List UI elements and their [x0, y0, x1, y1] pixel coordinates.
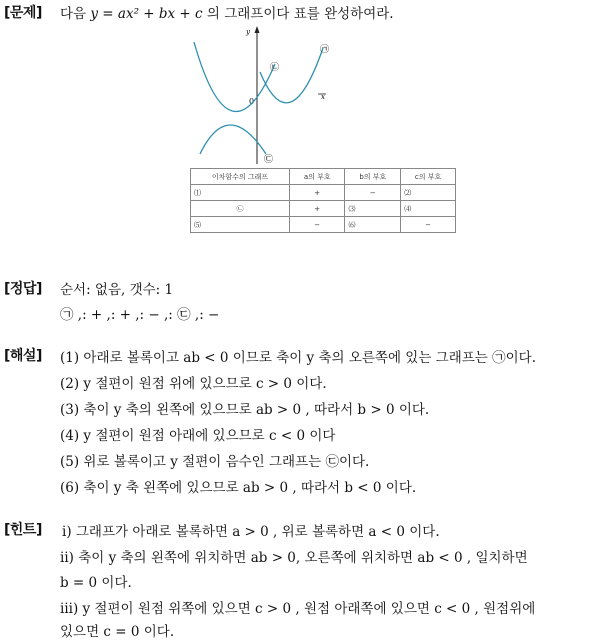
hint-tag: [힌트] — [4, 522, 42, 538]
table-row — [191, 201, 456, 217]
table-cell: ⑵ — [401, 185, 456, 201]
problem-equation: y = ax² + bx + c — [90, 6, 203, 22]
table-row — [191, 217, 456, 233]
explanation-line: (6) 축이 y 축 왼쪽에 있으므로 ab > 0 , 따라서 b < 0 이다. — [60, 480, 417, 496]
parabola-curve-2 — [194, 42, 275, 112]
table-cell: ⑷ — [401, 201, 456, 217]
y-axis-arrow — [255, 26, 260, 33]
explanation-line: (4) y 절편이 원점 아래에 있으므로 c < 0 이다 — [60, 428, 336, 444]
problem-tag: [문제] — [4, 5, 42, 21]
table-header: c의 부호 — [401, 169, 456, 185]
curve-label-third: ㉢ — [264, 155, 274, 165]
table-cell: − — [345, 185, 401, 201]
curve-label-first: ㉠ — [320, 45, 330, 55]
problem-text-before: 다음 — [60, 6, 87, 22]
hint-line: b = 0 이다. — [60, 575, 132, 591]
table-cell: + — [290, 201, 345, 217]
explanation-line: (3) 축이 y 축의 왼쪽에 있으므로 ab > 0 , 따라서 b > 0 이다. — [60, 402, 430, 418]
table-cell: ⑹ — [345, 217, 401, 233]
explanation-line: (5) 위로 볼록이고 y 절편이 음수인 그래프는 ㉢이다. — [60, 454, 370, 470]
explanation-line: (1) 아래로 볼록이고 ab < 0 이므로 축이 y 축의 오른쪽에 있는 그래프는 ㉠이다. — [60, 350, 536, 366]
problem-statement — [60, 2, 394, 22]
curve-label-second: ㉡ — [270, 63, 280, 73]
sign-table — [190, 168, 456, 233]
y-axis-label: y — [246, 28, 250, 36]
answer-tag: [정답] — [4, 281, 42, 297]
table-header: 이차함수의 그래프 — [191, 169, 290, 185]
hint-line: ⅲ) y 절편이 원점 위쪽에 있으면 c > 0 , 원점 아래쪽에 있으면 c < 0 , 원점위에 — [60, 601, 536, 617]
answer-line-1: 순서: 없음, 갯수: 1 — [60, 282, 174, 298]
parabola-graph — [180, 24, 350, 166]
table-header: b의 부호 — [345, 169, 401, 185]
table-header-row — [191, 169, 456, 185]
explanation-line: (2) y 절편이 원점 위에 있으므로 c > 0 이다. — [60, 376, 327, 392]
answer-line-2: ㉠ ,: + ,: + ,: − ,: ㉢ ,: − — [60, 307, 220, 323]
hint-line: ⅰ) 그래프가 아래로 볼록하면 a > 0 , 위로 볼록하면 a < 0 이다. — [62, 524, 440, 540]
table-cell: − — [290, 217, 345, 233]
problem-text-after: 의 그래프이다 표를 완성하여라. — [206, 6, 394, 22]
table-cell: ⑸ — [191, 217, 290, 233]
parabola-curve-3 — [200, 125, 266, 154]
table-cell: ㉡ — [191, 201, 290, 217]
table-cell: + — [290, 185, 345, 201]
explanation-tag: [해설] — [4, 348, 42, 364]
table-row — [191, 185, 456, 201]
table-cell: ⑶ — [345, 201, 401, 217]
origin-label: 0 — [249, 97, 255, 106]
table-cell: ⑴ — [191, 185, 290, 201]
table-cell: − — [401, 217, 456, 233]
hint-line: ⅱ) 축이 y 축의 왼쪽에 위치하면 ab > 0, 오른쪽에 위치하면 ab < 0 , 일치하면 — [60, 550, 528, 566]
hint-line: 있으면 c = 0 이다. — [60, 624, 175, 640]
x-axis-label: x — [321, 93, 325, 101]
table-header: a의 부호 — [290, 169, 345, 185]
